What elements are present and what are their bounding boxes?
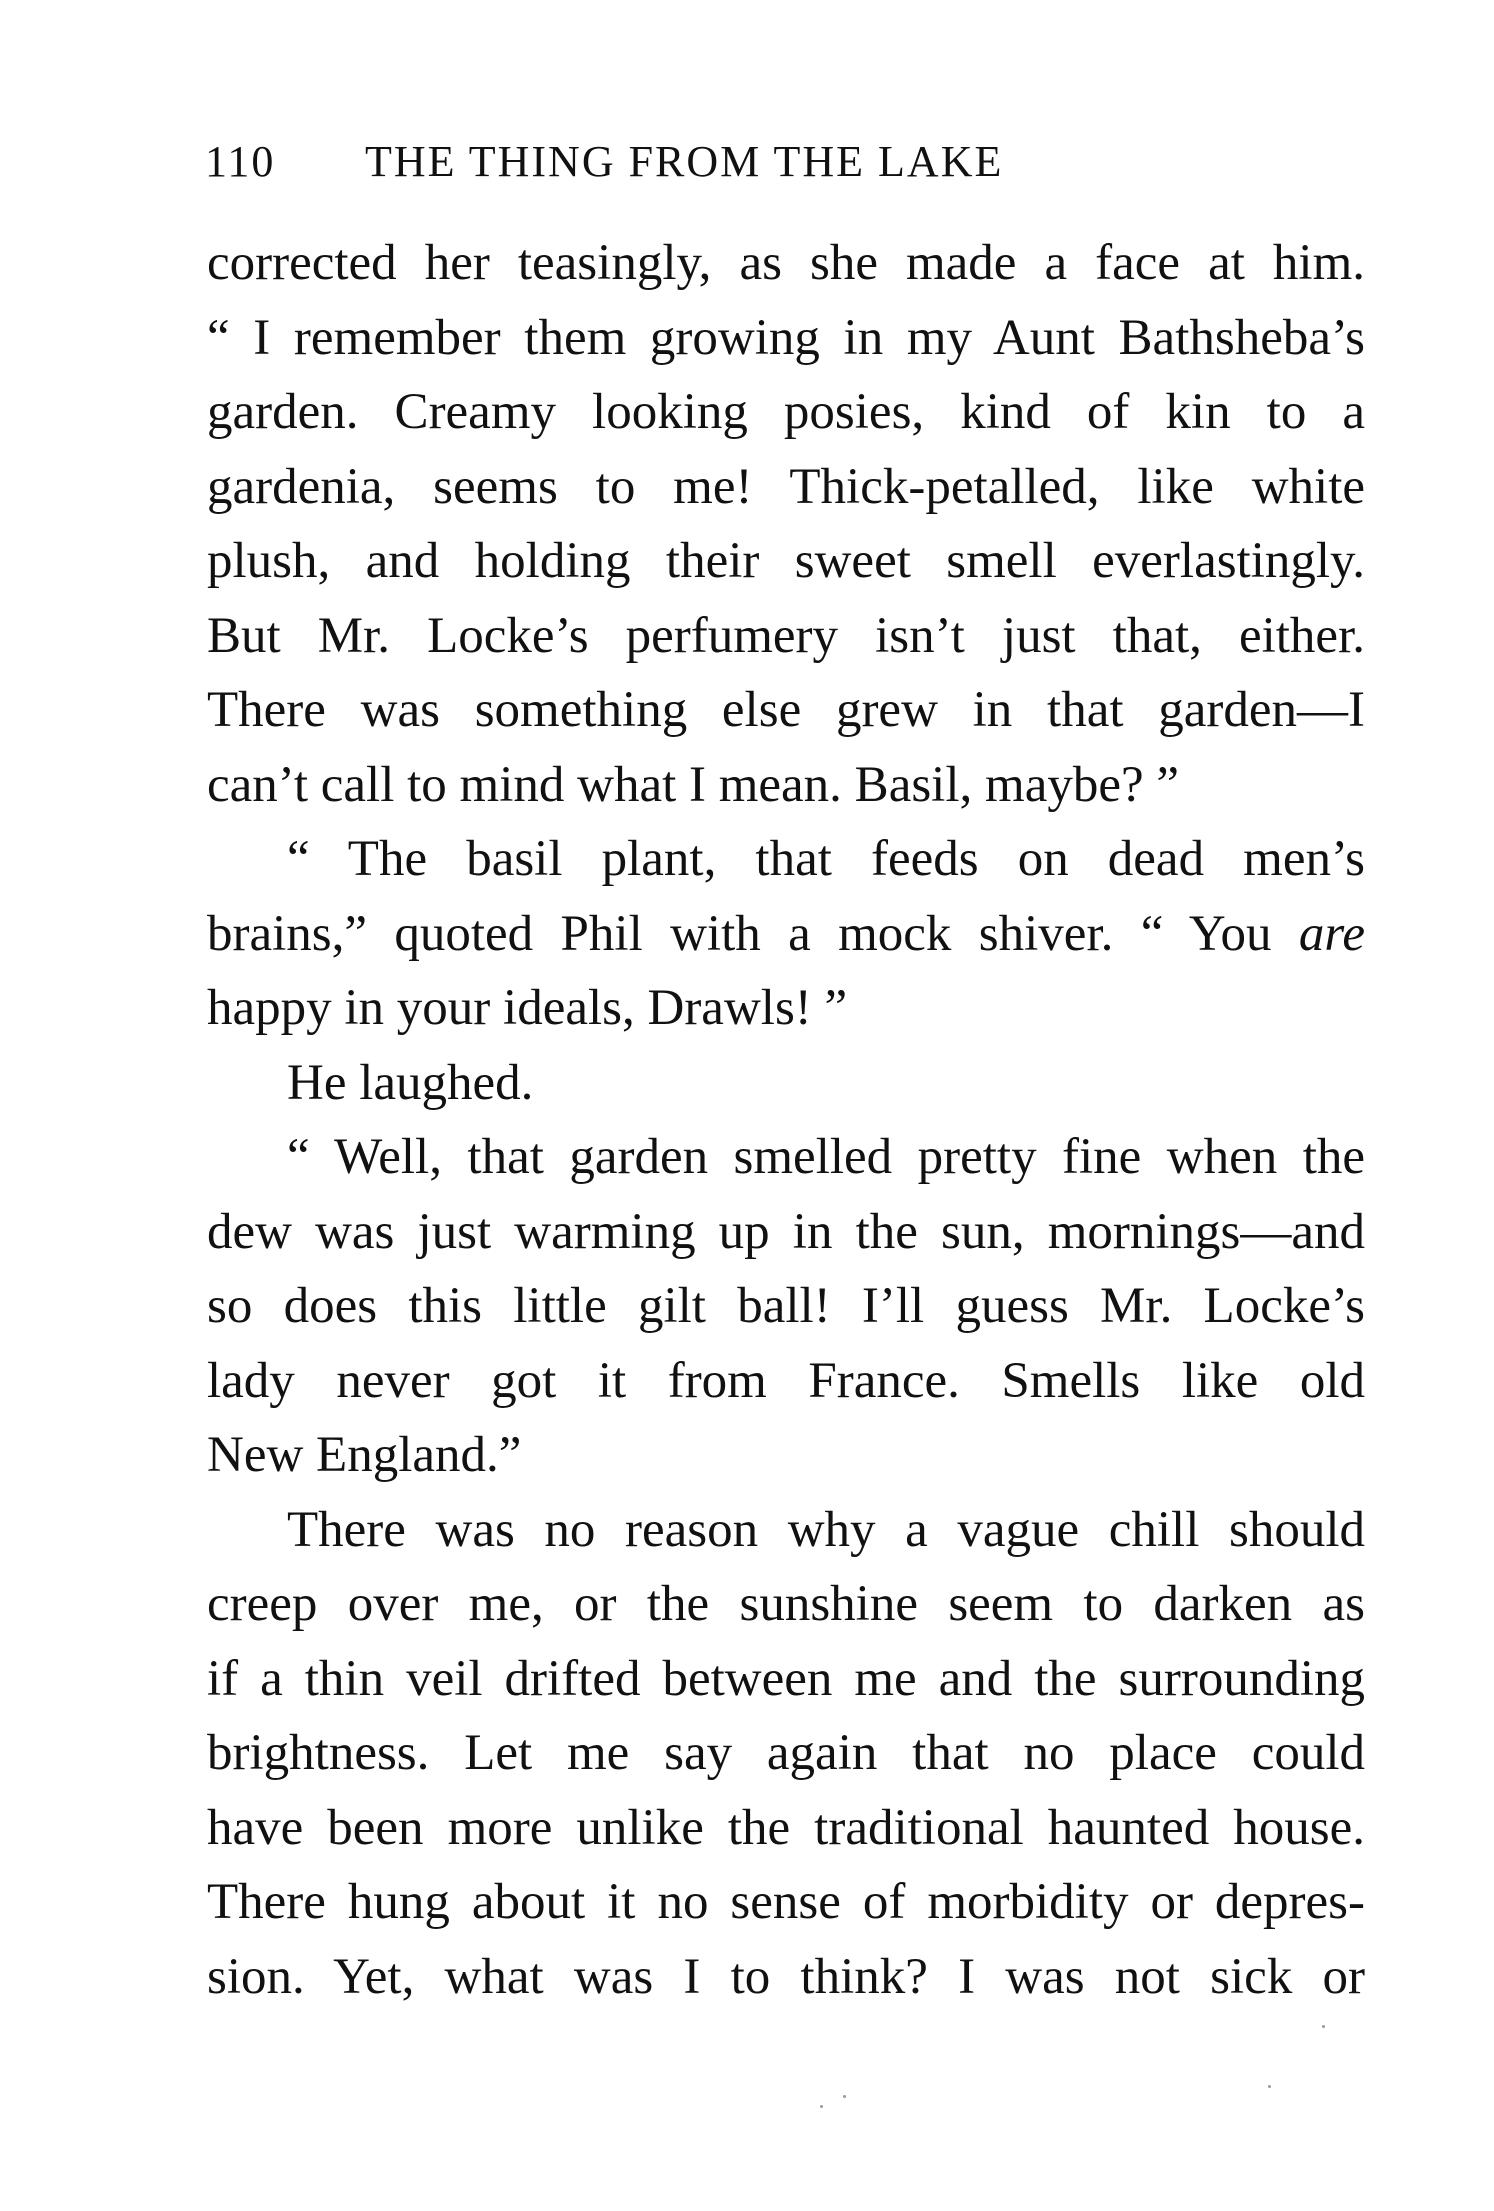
text-line: “ The basil plant, that feeds on dead men’s	[287, 831, 1365, 887]
scan-speck	[1268, 2085, 1271, 2088]
book-title: THE THING FROM THE LAKE	[365, 137, 1004, 186]
text-line: if a thin veil drifted between me and the surrounding	[207, 1650, 1365, 1707]
body-text	[207, 226, 1365, 2014]
text-line: There hung about it no sense of morbidity or depres-	[207, 1874, 1365, 1930]
text-line: He laughed.	[287, 1054, 534, 1111]
text-line: corrected her teasingly, as she made a face at him.	[207, 235, 1365, 291]
emphasis: are	[1298, 905, 1365, 962]
text-line: can’t call to mind what I mean. Basil, maybe? ”	[207, 756, 1179, 813]
running-head	[205, 132, 1365, 192]
text-line: “ Well, that garden smelled pretty fine when the	[287, 1129, 1365, 1185]
text-line: creep over me, or the sunshine seem to darken as	[207, 1576, 1365, 1632]
page-number: 110	[205, 137, 276, 186]
scan-speck	[843, 2095, 846, 2098]
scan-speck	[820, 2105, 823, 2108]
text-line: brains,” quoted Phil with a mock shiver. “ You are	[207, 905, 1365, 962]
text-line: lady never got it from France. Smells like old	[207, 1352, 1365, 1409]
text-line: plush, and holding their sweet smell everlastingly.	[207, 533, 1365, 589]
text-line: There was no reason why a vague chill should	[287, 1501, 1365, 1558]
text-line: happy in your ideals, Drawls! ”	[207, 980, 848, 1036]
text-line: There was something else grew in that garden—I	[207, 682, 1365, 738]
text-line: so does this little gilt ball! I’ll guess Mr. Locke’s	[207, 1278, 1365, 1334]
text-line: brightness. Let me say again that no place could	[207, 1725, 1365, 1781]
text-line: gardenia, seems to me! Thick-petalled, like white	[207, 458, 1365, 515]
text-line: “ I remember them growing in my Aunt Bathsheba’s	[207, 309, 1365, 366]
text-line: garden. Creamy looking posies, kind of kin to a	[207, 384, 1365, 440]
text-line: have been more unlike the traditional haunted house.	[207, 1799, 1365, 1856]
text-line: But Mr. Locke’s perfumery isn’t just that, either.	[207, 607, 1365, 664]
text-line: sion. Yet, what was I to think? I was not sick or	[207, 1948, 1365, 2005]
text-line: New England.”	[207, 1427, 522, 1483]
scan-speck	[1322, 2025, 1325, 2028]
text-line: dew was just warming up in the sun, mornings—and	[207, 1203, 1365, 1260]
